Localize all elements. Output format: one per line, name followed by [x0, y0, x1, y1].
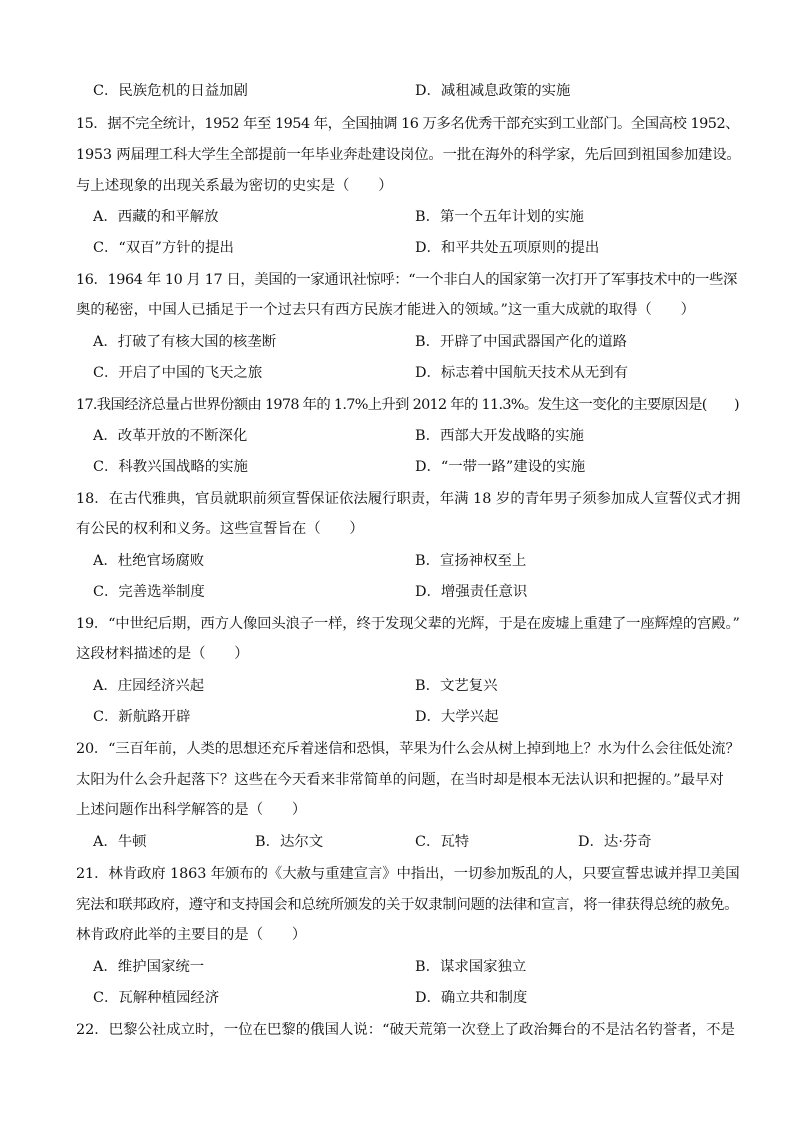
- q16-option-d: D．标志着中国航天技术从无到有: [415, 365, 629, 381]
- q15-stem-line-1: 15．据不完全统计，1952 年至 1954 年，全国抽调 16 万多名优秀干部充实到工业部门。全国高校 1952、: [76, 116, 740, 132]
- q17-option-a: A．改革开放的不断深化: [93, 428, 248, 444]
- q19-stem-line-1: 19．“中世纪后期，西方人像回头浪子一样，终于发现父辈的光辉，于是在废墟上重建了一座辉煌的宫殿。”: [76, 616, 740, 632]
- q20-stem-line-2: 太阳为什么会升起落下？这些在今天看来非常简单的问题，在当时却是根本无法认识和把握的。”最早对: [76, 772, 724, 788]
- q15-option-b: B．第一个五年计划的实施: [415, 209, 584, 225]
- q15-option-a: A．西藏的和平解放: [93, 209, 219, 225]
- q20-stem-line-3: 上述问题作出科学解答的是（ ）: [76, 802, 307, 818]
- q15-option-c: C．“双百”方针的提出: [93, 240, 234, 256]
- q19-option-b: B．文艺复兴: [415, 678, 498, 694]
- q21-stem-line-3: 林肯政府此举的主要目的是（ ）: [76, 927, 307, 943]
- q15-stem-line-2: 1953 两届理工科大学生全部提前一年毕业奔赴建设岗位。一批在海外的科学家，先后回到祖国参加建设。: [76, 147, 741, 163]
- q18-stem-line-1: 18．在古代雅典，官员就职前须宣誓保证依法履行职责，年满 18 岁的青年男子须参加成人宣誓仪式才拥: [76, 491, 741, 507]
- q19-option-a: A．庄园经济兴起: [93, 678, 205, 694]
- q18-option-c: C．完善选举制度: [93, 584, 205, 600]
- q20-option-c: C．瓦特: [415, 834, 470, 850]
- q21-stem-line-1: 21．林肯政府 1863 年颁布的《大赦与重建宣言》中指出，一切参加叛乱的人，只要宣誓忠诚并捍卫美国: [76, 866, 740, 882]
- q15-option-d: D．和平共处五项原则的提出: [415, 240, 600, 256]
- q22-stem-line-1: 22．巴黎公社成立时，一位在巴黎的俄国人说：“破天荒第一次登上了政治舞台的不是沽名钓誉者，不是: [76, 1022, 735, 1038]
- q18-option-a: A．杜绝官场腐败: [93, 553, 205, 569]
- q21-stem-line-2: 宪法和联邦政府，遵守和支持国会和总统所颁发的关于奴隶制问题的法律和宣言，将一律获得总统的赦免。: [76, 897, 739, 913]
- q18-option-d: D．增强责任意识: [415, 584, 528, 600]
- q20-stem-line-1: 20．“三百年前，人类的思想还充斥着迷信和恐惧，苹果为什么会从树上掉到地上？水为什么会往低处流？: [76, 741, 740, 757]
- q17-option-b: B．西部大开发战略的实施: [415, 428, 584, 444]
- q14-option-c: C．民族危机的日益加剧: [93, 83, 248, 99]
- q19-stem-line-2: 这段材料描述的是（ ）: [76, 646, 249, 662]
- q21-option-a: A．维护国家统一: [93, 959, 205, 975]
- q17-stem-line-1: 17.我国经济总量占世界份额由 1978 年的 1.7%上升到 2012 年的 11.3%。发生这一变化的主要原因是( ): [76, 397, 739, 413]
- q21-option-b: B．谋求国家独立: [415, 959, 527, 975]
- q16-stem-line-2: 奥的秘密，中国人已插足于一个过去只有西方民族才能进入的领域。”这一重大成就的取得（ ）: [76, 302, 695, 318]
- q16-option-c: C．开启了中国的飞天之旅: [93, 365, 263, 381]
- q20-option-a: A．牛顿: [93, 834, 147, 850]
- q15-stem-line-3: 与上述现象的出现关系最为密切的史实是（ ）: [76, 178, 393, 194]
- q16-option-b: B．开辟了中国武器国产化的道路: [415, 334, 628, 350]
- q21-option-d: D．确立共和制度: [415, 990, 528, 1006]
- q19-option-d: D．大学兴起: [415, 709, 499, 725]
- q19-option-c: C．新航路开辟: [93, 709, 191, 725]
- q20-option-b: B．达尔文: [255, 834, 324, 850]
- q16-stem-line-1: 16．1964 年 10 月 17 日，美国的一家通讯社惊呼：“一个非白人的国家第一次打开了军事技术中的一些深: [76, 272, 738, 288]
- q18-option-b: B．宣扬神权至上: [415, 553, 527, 569]
- q18-stem-line-2: 有公民的权利和义务。这些宣誓旨在（ ）: [76, 521, 364, 537]
- q17-option-c: C．科教兴国战略的实施: [93, 459, 248, 475]
- q16-option-a: A．打破了有核大国的核垄断: [93, 334, 277, 350]
- q20-option-d: D．达·芬奇: [578, 834, 652, 850]
- q14-option-d: D．减租减息政策的实施: [415, 83, 571, 99]
- q21-option-c: C．瓦解种植园经济: [93, 990, 220, 1006]
- q17-option-d: D．“一带一路”建设的实施: [415, 459, 586, 475]
